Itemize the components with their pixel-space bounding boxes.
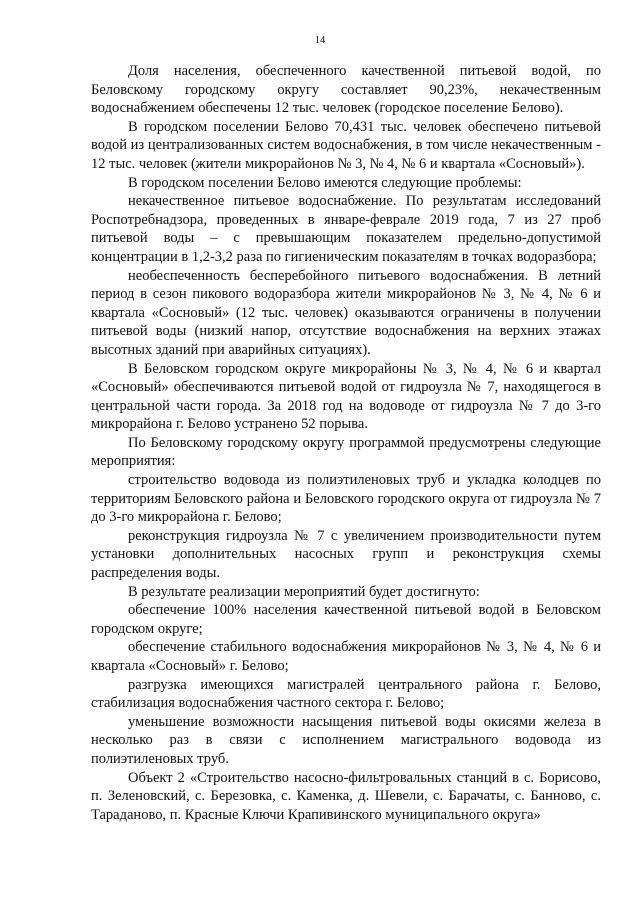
paragraph: обеспечение стабильного водоснабжения микрорайонов № 3, № 4, № 6 и квартала «Сосновый» г. Белово; — [91, 639, 601, 674]
paragraph: В Беловском городском округе микрорайоны № 3, № 4, № 6 и квартал «Сосновый» обеспечиваются питьевой водой от гидроузла № 7, находящегося в центральной части города. За 2018 год на водоводе от гидроузла № 7 до 3-го микрорайона г. Белово устранено 52 порыва. — [91, 360, 601, 433]
paragraph: Доля населения, обеспеченного качественной питьевой водой, по Беловскому городскому округу составляет 90,23%, некачественным водоснабжением обеспечены 12 тыс. человек (городское поселение Белово). — [91, 63, 601, 117]
paragraph: некачественное питьевое водоснабжение. По результатам исследований Роспотребнадзора, проведенных в январе-феврале 2019 года, 7 из 27 проб питьевой воды – с превышающим показателем предельно-допустимой концентрации в 1,2-3,2 раза по гигиеническим показателям в точках водоразбора; — [91, 193, 601, 265]
paragraph: разгрузка имеющихся магистралей центрального района г. Белово, стабилизация водоснабжения частного сектора г. Белово; — [91, 676, 601, 712]
paragraph: строительство водовода из полиэтиленовых труб и укладка колодцев по территориям Беловского района и Беловского городского округа от гидроузла № 7 до 3-го микрорайона г. Белово; — [91, 472, 601, 526]
paragraph: обеспечение 100% населения качественной питьевой водой в Беловском городском округе; — [91, 602, 601, 637]
paragraph: необеспеченность бесперебойного питьевого водоснабжения. В летний период в сезон пикового водоразбора жители микрорайонов № 3, № 4, № 6 и квартала «Сосновый» (12 тыс. человек) оказываются ограничены в получении питьевой воды (низкий напор, отсутствие водоснабжения на верхних этажах высотных зданий при аварийных ситуациях). — [91, 267, 601, 358]
body-text — [91, 62, 601, 824]
paragraph: Объект 2 «Строительство насосно-фильтровальных станций в с. Борисово, п. Зеленовский, с. Березовка, с. Каменка, д. Шевели, с. Барачаты, с. Банново, с. Тараданово, п. Красные Ключи Крапивинского муниципального округа» — [91, 769, 601, 823]
paragraph: В городском поселении Белово имеются следующие проблемы: — [128, 174, 522, 191]
paragraph: По Беловскому городскому округу программой предусмотрены следующие мероприятия: — [91, 434, 601, 470]
paragraph: уменьшение возможности насыщения питьевой воды окисями железа в несколько раз в связи с исполнением магистрального водовода из полиэтиленовых труб. — [91, 713, 601, 767]
paragraph: реконструкция гидроузла № 7 с увеличением производительности путем установки дополнительных насосных групп и реконструкция схемы распределения воды. — [91, 527, 601, 582]
page-number: 14 — [314, 35, 326, 46]
paragraph: В результате реализации мероприятий будет достигнуто: — [128, 583, 480, 600]
paragraph: В городском поселении Белово 70,431 тыс. человек обеспечено питьевой водой из централизованных систем водоснабжения, в том числе некачественным - 12 тыс. человек (жители микрорайонов № 3, № 4, № 6 и квартала «Сосновый»). — [91, 118, 601, 172]
